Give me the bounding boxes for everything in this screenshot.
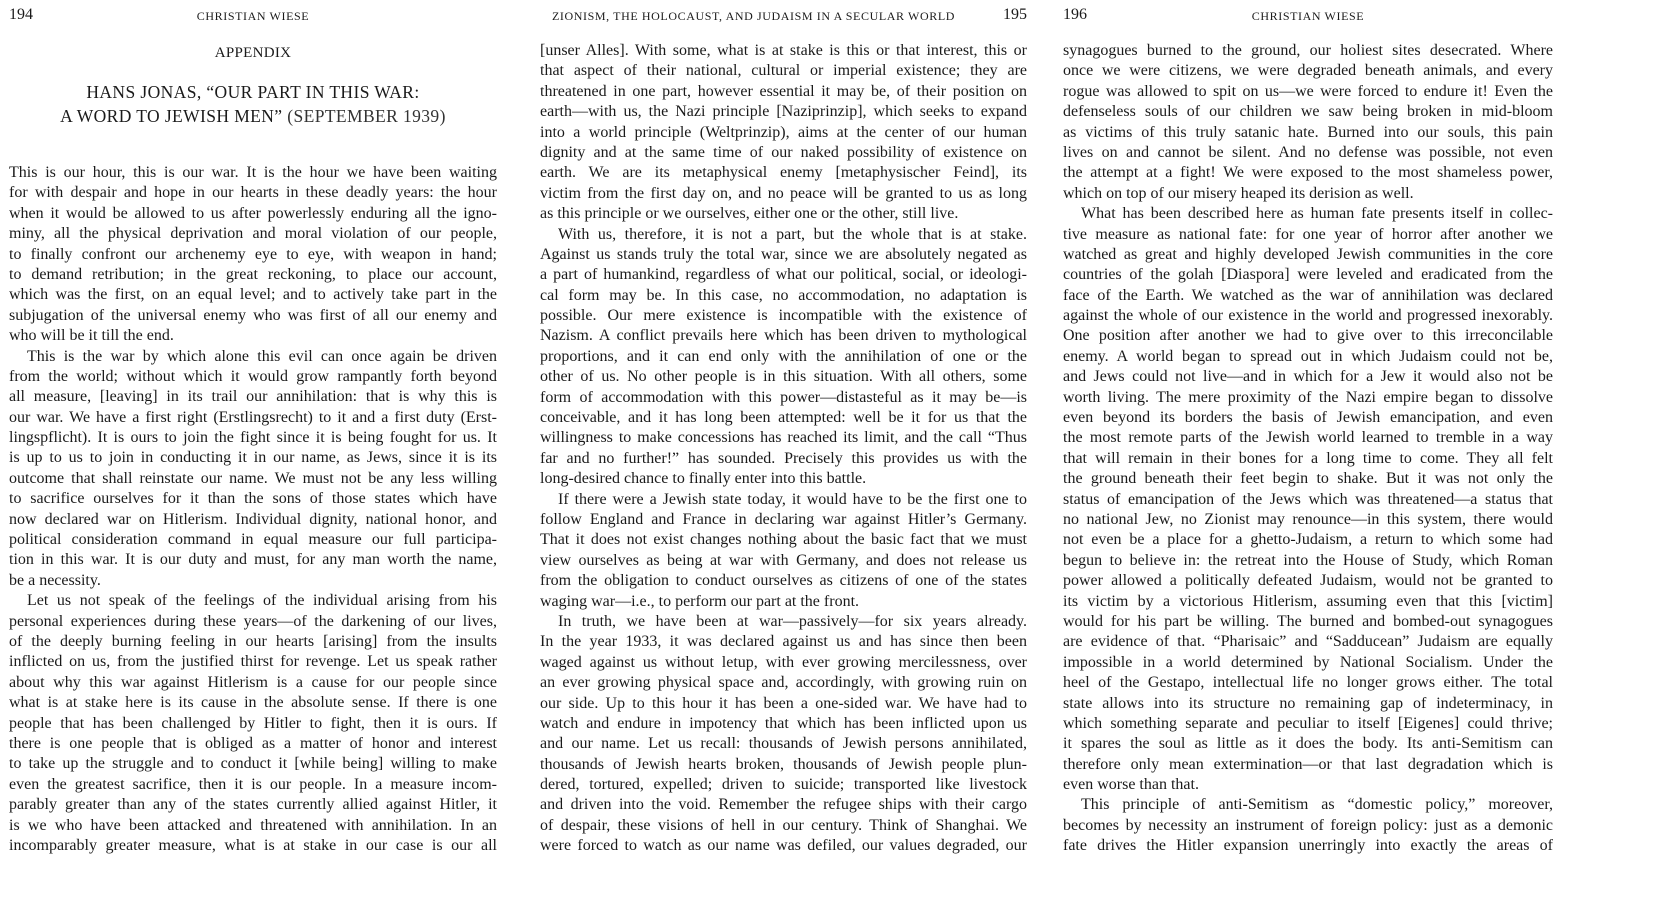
text-line bbox=[1063, 795, 1553, 815]
text-line bbox=[1063, 184, 1553, 204]
text-line bbox=[1063, 673, 1553, 693]
text-line bbox=[540, 795, 1027, 815]
text-line-content: earth—with us, the Nazi principle [Naziprinzip], which seeks to expand bbox=[540, 103, 1027, 121]
text-line bbox=[540, 632, 1027, 652]
text-line-content: its victim by a victorious Hitlerism, assuming even that this [victim] bbox=[1063, 592, 1553, 610]
text-line-content: what is at stake here is its cause in the absolute sense. If there is one bbox=[9, 694, 497, 712]
text-line-content: tion in this war. It is our duty and must, for any man worth the name, bbox=[9, 551, 497, 569]
text-line-content: thousands of Jewish hearts broken, thousands of Jewish people plun- bbox=[540, 755, 1027, 773]
text-line-content: are evidence of that. “Pharisaic” and “Sadducean” Judaism are equally bbox=[1063, 633, 1553, 651]
text-line bbox=[540, 41, 1027, 61]
text-line-content: heel of the Gestapo, intellectual life no longer grows either. The total bbox=[1063, 674, 1553, 692]
text-line-content: Let us not speak of the feelings of the individual arising from his bbox=[27, 592, 497, 610]
text-line-content: view ourselves as being at war with Germany, and does not release us bbox=[540, 551, 1027, 569]
text-line bbox=[540, 225, 1027, 245]
text-line bbox=[1063, 123, 1553, 143]
text-line bbox=[540, 653, 1027, 673]
text-line-content: face of the Earth. We watched as the war of annihilation was declared bbox=[1063, 286, 1553, 304]
text-line-content: That it does not exist changes nothing about the basic fact that we must bbox=[540, 531, 1027, 549]
text-line bbox=[1063, 755, 1553, 775]
text-line bbox=[1063, 61, 1553, 81]
running-head-title: CHRISTIAN WIESE bbox=[1251, 9, 1365, 23]
text-line bbox=[9, 836, 497, 856]
text-line-content: This principle of anti-Semitism as “domestic policy,” moreover, bbox=[1081, 796, 1553, 814]
text-line bbox=[9, 306, 497, 326]
text-line-content: subjugation of the universal enemy who was first of all our enemy and bbox=[9, 306, 497, 324]
text-line-content: worth living. The mere proximity of the Nazi empire began to dissolve bbox=[1063, 388, 1553, 406]
text-line-content: miny, all the physical deprivation and moral violation of our people, bbox=[9, 225, 497, 243]
text-line bbox=[9, 285, 497, 305]
essay-title-date: (SEPTEMBER 1939) bbox=[287, 106, 446, 126]
text-line-content: dered, tortured, expelled; driven to suicide; transported like livestock bbox=[540, 776, 1027, 794]
text-line bbox=[540, 510, 1027, 530]
text-line bbox=[1063, 612, 1553, 632]
text-line bbox=[9, 204, 497, 224]
text-line-content: rogue was allowed to spit on us—we were forced to endure it! Even the bbox=[1063, 82, 1553, 100]
text-line-content: the attempt at a fight! We were exposed to the most shameless power, bbox=[1063, 164, 1553, 182]
text-line bbox=[540, 836, 1027, 856]
text-line-content: [unser Alles]. With some, what is at stake is this or that interest, this or bbox=[540, 42, 1027, 59]
text-line-content: willingness to make concessions has reached its limit, and the call “Thus bbox=[540, 429, 1027, 447]
text-line-content: threatened in one part, however essential it may be, of their position on bbox=[540, 82, 1027, 100]
running-head-title: ZIONISM, THE HOLOCAUST, AND JUDAISM IN A SECULAR WORLD bbox=[551, 9, 956, 23]
text-line bbox=[1063, 245, 1553, 265]
text-line bbox=[540, 755, 1027, 775]
text-line bbox=[9, 591, 497, 611]
text-line bbox=[9, 510, 497, 530]
text-line bbox=[540, 775, 1027, 795]
text-line bbox=[9, 795, 497, 815]
text-line-content: impossible in a world determined by National Socialism. Under the bbox=[1063, 653, 1553, 671]
text-line-content: enemy. A world began to spread out in which Judaism could not be, bbox=[1063, 347, 1553, 365]
text-line-content: as victims of this truly satanic hate. Burned into our souls, this pain bbox=[1063, 123, 1553, 141]
text-line bbox=[540, 734, 1027, 754]
text-line bbox=[1063, 714, 1553, 734]
text-line bbox=[9, 265, 497, 285]
text-line bbox=[9, 754, 497, 774]
text-line-content: now declared war on Hitlerism. Individual dignity, national honor, and bbox=[9, 510, 497, 528]
text-line-content: from the obligation to conduct ourselves as citizens of one of the states bbox=[540, 572, 1027, 590]
text-line bbox=[1063, 775, 1553, 795]
text-line bbox=[9, 469, 497, 489]
text-line-content: and our name. Let us recall: thousands of Jewish persons annihilated, bbox=[540, 735, 1027, 753]
text-line-content: begun to believe in: the retreat into the House of Study, which Roman bbox=[1063, 551, 1553, 569]
text-line bbox=[9, 163, 497, 183]
text-line bbox=[540, 571, 1027, 591]
text-line-content: status of emancipation of the Jews which was threatened—a status that bbox=[1063, 490, 1553, 508]
text-line-content: all measure, [leaving] in its trail our annihilation: that is why this is bbox=[9, 388, 497, 406]
essay-title-main: A WORD TO JEWISH MEN” bbox=[60, 106, 283, 126]
text-line bbox=[1063, 286, 1553, 306]
text-line-content: What has been described here as human fate presents itself in collec- bbox=[1081, 205, 1553, 223]
text-line bbox=[540, 388, 1027, 408]
body-text bbox=[540, 41, 1027, 857]
text-line bbox=[9, 347, 497, 367]
text-line-content: who will be it till the end. bbox=[9, 327, 174, 345]
running-head bbox=[540, 6, 1027, 26]
text-line bbox=[540, 245, 1027, 265]
text-line bbox=[9, 693, 497, 713]
text-line-content: it spares the soul as little as it does the body. Its anti-Semitism can bbox=[1063, 735, 1553, 753]
page-number: 195 bbox=[1003, 6, 1027, 23]
text-line bbox=[9, 367, 497, 387]
text-line bbox=[540, 428, 1027, 448]
text-line-content: once we were citizens, we were degraded beneath animals, and every bbox=[1063, 62, 1553, 80]
essay-title-line-1: HANS JONAS, “OUR PART IN THIS WAR: bbox=[86, 82, 420, 102]
text-line bbox=[9, 224, 497, 244]
text-line-content: which on top of our misery heaped its derision as well. bbox=[1063, 184, 1414, 202]
text-line bbox=[9, 652, 497, 672]
text-line-content: power allowed a politically defeated Judaism, would not be granted to bbox=[1063, 572, 1553, 590]
text-line-content: conceivable, and it has long been attempted: well be it for us that the bbox=[540, 409, 1027, 427]
text-line bbox=[540, 163, 1027, 183]
text-line-content: that will remain in their bones for a long time to come. They all felt bbox=[1063, 449, 1553, 467]
text-line-content: outcome that shall reinstate our name. We must not be any less willing bbox=[9, 469, 497, 487]
text-line bbox=[540, 367, 1027, 387]
text-line bbox=[540, 265, 1027, 285]
text-line-content: is we who have been attacked and threatened with annihilation. In an bbox=[9, 816, 497, 834]
text-line bbox=[9, 245, 497, 265]
text-line-content: which was the first, on an equal level; and to actively take part in the bbox=[9, 286, 497, 304]
text-line-content: of the deeply burning feeling in our hearts [arising] from the insults bbox=[9, 632, 497, 650]
text-line-content: One position after another we had to give over to this irreconcilable bbox=[1063, 327, 1553, 345]
text-line bbox=[1063, 388, 1553, 408]
text-line-content: earth. We are its metaphysical enemy [metaphysischer Feind], its bbox=[540, 164, 1027, 182]
text-line-content: were forced to watch as our name was defiled, our values degraded, our bbox=[540, 837, 1027, 855]
text-line bbox=[9, 408, 497, 428]
text-line-content: Against us stands truly the total war, since we are absolutely negated as bbox=[540, 245, 1027, 263]
text-line-content: This is our hour, this is our war. It is the hour we have been waiting bbox=[9, 164, 497, 181]
text-line bbox=[540, 551, 1027, 571]
text-line bbox=[540, 306, 1027, 326]
text-line-content: a part of humankind, regardless of what our political, social, or ideologi- bbox=[540, 266, 1027, 284]
text-line bbox=[540, 714, 1027, 734]
page-number: 194 bbox=[9, 6, 33, 23]
text-line bbox=[540, 490, 1027, 510]
text-line bbox=[1063, 571, 1553, 591]
text-line bbox=[9, 816, 497, 836]
text-line bbox=[9, 775, 497, 795]
text-line-content: against the whole of our existence in the world and progressed inexorably. bbox=[1063, 307, 1553, 325]
body-text bbox=[9, 163, 497, 856]
text-line bbox=[1063, 449, 1553, 469]
text-line bbox=[1063, 326, 1553, 346]
text-line-content: therefore only mean extermination—or that last degradation which is bbox=[1063, 755, 1553, 773]
text-line-content: the most remote parts of the Jewish world learned to tremble in a way bbox=[1063, 429, 1553, 447]
text-line-content: there is one people that is obliged as a matter of honor and interest bbox=[9, 734, 497, 752]
text-line-content: dignity and at the same time of our naked possibility of existence on bbox=[540, 143, 1027, 161]
text-line bbox=[1063, 653, 1553, 673]
text-line bbox=[9, 571, 497, 591]
text-line-content: to take up the struggle and to conduct it [while being] willing to make bbox=[9, 755, 497, 773]
text-line-content: is up to us to join in conducting it in our name, as Jews, since it is its bbox=[9, 449, 497, 467]
text-line bbox=[540, 816, 1027, 836]
text-line-content: proportions, and it can end only with the annihilation of one or the bbox=[540, 347, 1027, 365]
text-line bbox=[540, 592, 1027, 612]
text-line-content: inflicted on us, from the justified thirst for revenge. Let us speak rather bbox=[9, 653, 497, 671]
text-line-content: our war. We have a first right (Erstlingsrecht) to it and a first duty (Erst- bbox=[9, 408, 497, 426]
text-line-content: our side. Up to this hour it has been a one-sided war. We have had to bbox=[540, 694, 1027, 712]
text-line-content: to demand retribution; in the great reckoning, to place our account, bbox=[9, 265, 497, 283]
text-line-content: defenseless souls of our children we saw being broken in mid-bloom bbox=[1063, 103, 1553, 121]
running-head bbox=[1063, 6, 1553, 26]
text-line bbox=[9, 612, 497, 632]
text-line bbox=[1063, 143, 1553, 163]
text-line-content: of despair, these visions of hell in our century. Think of Shanghai. We bbox=[540, 816, 1027, 834]
text-line bbox=[540, 530, 1027, 550]
text-line bbox=[9, 387, 497, 407]
text-line-content: possible. Our mere existence is incompatible with the existence of bbox=[540, 307, 1027, 325]
text-line bbox=[540, 612, 1027, 632]
text-line bbox=[9, 183, 497, 203]
text-line-content: This is the war by which alone this evil can once again be driven bbox=[27, 347, 497, 365]
text-line bbox=[540, 326, 1027, 346]
text-line bbox=[9, 673, 497, 693]
text-line bbox=[1063, 551, 1553, 571]
text-line-content: and driven into the void. Remember the refugee ships with their cargo bbox=[540, 796, 1027, 814]
text-line bbox=[9, 428, 497, 448]
text-line-content: other of us. No other people is in this situation. With all others, some bbox=[540, 368, 1027, 386]
text-line bbox=[9, 489, 497, 509]
essay-title bbox=[9, 80, 497, 128]
text-line-content: lives on and cannot be silent. And no defense was possible, not even bbox=[1063, 143, 1553, 161]
text-line-content: parably greater than any of the states currently allied against Hitler, it bbox=[9, 796, 497, 814]
text-line bbox=[540, 469, 1027, 489]
text-line-content: as this principle or we ourselves, either one or the other, still live. bbox=[540, 205, 959, 223]
page-number: 196 bbox=[1063, 6, 1087, 23]
text-line-content: to finally confront our archenemy eye to eye, with weapon in hand; bbox=[9, 245, 497, 263]
text-line-content: If there were a Jewish state today, it would have to be the first one to bbox=[558, 490, 1027, 508]
text-line-content: not even be a place for a ghetto-Judaism, a return to which some had bbox=[1063, 531, 1553, 549]
text-line bbox=[540, 82, 1027, 102]
text-line-content: personal experiences during these years—of the darkening of our lives, bbox=[9, 612, 497, 630]
text-line bbox=[9, 326, 497, 346]
text-line-content: which something separate and peculiar to itself [Eigenes] could thrive; bbox=[1063, 714, 1553, 732]
text-line bbox=[1063, 204, 1553, 224]
running-head-title: CHRISTIAN WIESE bbox=[196, 9, 310, 23]
text-line bbox=[1063, 163, 1553, 183]
text-line-content: that aspect of their national, cultural or imperial existence; they are bbox=[540, 62, 1027, 80]
text-line bbox=[1063, 367, 1553, 387]
text-line-content: synagogues burned to the ground, our holiest sites desecrated. Where bbox=[1063, 42, 1553, 59]
text-line bbox=[1063, 225, 1553, 245]
text-line bbox=[1063, 632, 1553, 652]
text-line bbox=[540, 347, 1027, 367]
text-line bbox=[9, 714, 497, 734]
text-line bbox=[1063, 102, 1553, 122]
text-line-content: even worse than that. bbox=[1063, 776, 1199, 794]
text-line-content: tive measure as national fate: for one year of horror after another we bbox=[1063, 225, 1553, 243]
text-line bbox=[9, 530, 497, 550]
text-line-content: from the world; without which it would grow rampantly forth beyond bbox=[9, 367, 497, 385]
text-line bbox=[9, 734, 497, 754]
text-line bbox=[540, 694, 1027, 714]
text-line bbox=[1063, 82, 1553, 102]
text-line bbox=[540, 123, 1027, 143]
text-line bbox=[1063, 408, 1553, 428]
text-line-content: and Jews could not live—and in which for a Jew it would also not be bbox=[1063, 368, 1553, 386]
text-line bbox=[1063, 306, 1553, 326]
text-line bbox=[1063, 265, 1553, 285]
text-line-content: the ground beneath their feet begin to shake. But it was not only the bbox=[1063, 470, 1553, 488]
text-line bbox=[1063, 347, 1553, 367]
appendix-label: APPENDIX bbox=[214, 45, 292, 61]
text-line bbox=[1063, 836, 1553, 856]
text-line-content: countries of the golah [Diaspora] were leveled and eradicated from the bbox=[1063, 266, 1553, 284]
text-line bbox=[540, 102, 1027, 122]
text-line-content: In the year 1933, it was declared against us and has since then been bbox=[540, 633, 1027, 651]
text-line-content: no national Jew, no Zionist may renounce—in this system, there would bbox=[1063, 510, 1553, 528]
text-line bbox=[1063, 694, 1553, 714]
text-line-content: to sacrifice ourselves for it than the sons of those states which have bbox=[9, 490, 497, 508]
text-line-content: watch and endure in impotency that which has been inflicted upon us bbox=[540, 714, 1027, 732]
text-line-content: long-desired chance to finally enter into this battle. bbox=[540, 470, 867, 488]
text-line-content: when it would be allowed to us after powerlessly enduring all the igno- bbox=[9, 204, 497, 222]
text-line bbox=[9, 632, 497, 652]
text-line bbox=[540, 286, 1027, 306]
text-line-content: waging war—i.e., to perform our part at the front. bbox=[540, 592, 860, 610]
text-line-content: In truth, we have been at war—passively—for six years already. bbox=[558, 612, 1027, 630]
text-line bbox=[1063, 816, 1553, 836]
text-line-content: fate drives the Hitler expansion unerringly into exactly the areas of bbox=[1063, 837, 1553, 855]
text-line-content: even beyond its borders the basis of Jewish emancipation, and even bbox=[1063, 409, 1553, 427]
essay-title-line-2 bbox=[9, 104, 497, 128]
text-line bbox=[1063, 428, 1553, 448]
text-line-content: even the greatest sacrifice, then it is our people. In a measure incom- bbox=[9, 775, 497, 793]
text-line-content: Nazism. A conflict prevails here which has been driven to mythological bbox=[540, 327, 1027, 345]
text-line-content: for with despair and hope in our hearts in these deadly years: the hour bbox=[9, 184, 497, 202]
text-line bbox=[1063, 41, 1553, 61]
text-line bbox=[540, 143, 1027, 163]
text-line bbox=[540, 204, 1027, 224]
page-195 bbox=[540, 0, 1027, 922]
text-line-content: people that has been challenged by Hitler to fight, then it is ours. If bbox=[9, 714, 497, 732]
text-line-content: form of accommodation with this power—distasteful as it may be—is bbox=[540, 388, 1027, 406]
text-line bbox=[540, 61, 1027, 81]
text-line-content: follow England and France in declaring war against Hitler’s Germany. bbox=[540, 510, 1027, 528]
text-line-content: be a necessity. bbox=[9, 571, 101, 589]
text-line bbox=[540, 673, 1027, 693]
text-line-content: waged against us without letup, with ever growing mercilessness, over bbox=[540, 653, 1027, 671]
text-line bbox=[540, 449, 1027, 469]
text-line-content: cal form may be. In this case, no accommodation, no adaptation is bbox=[540, 286, 1027, 304]
running-head bbox=[9, 6, 497, 26]
text-line-content: about why this war against Hitlerism is a cause for our people since bbox=[9, 673, 497, 691]
body-text bbox=[1063, 41, 1553, 857]
text-line bbox=[1063, 592, 1553, 612]
text-line bbox=[9, 550, 497, 570]
text-line-content: watched as great and highly developed Jewish communities in the core bbox=[1063, 245, 1553, 263]
text-line bbox=[1063, 734, 1553, 754]
text-line bbox=[1063, 469, 1553, 489]
text-line bbox=[9, 448, 497, 468]
text-line-content: political consideration command in equal measure our full participa- bbox=[9, 531, 497, 549]
text-line-content: state allows into its structure no remaining gap of indeterminacy, in bbox=[1063, 694, 1553, 712]
text-line bbox=[540, 408, 1027, 428]
page-196 bbox=[1063, 0, 1553, 922]
text-line-content: lingspflicht). It is ours to join the fight since it is being fought for us. It bbox=[9, 429, 497, 447]
text-line-content: far and no further!” has sounded. Precisely this provides us with the bbox=[540, 449, 1027, 467]
text-line bbox=[1063, 530, 1553, 550]
page-194 bbox=[9, 0, 497, 922]
text-line-content: victim from the first day on, and no peace will be granted to us as long bbox=[540, 184, 1027, 202]
text-line-content: incomparably greater measure, what is at stake in our case is our all bbox=[9, 836, 497, 854]
text-line-content: becomes by necessity an instrument of foreign policy: just as a demonic bbox=[1063, 816, 1553, 834]
text-line bbox=[1063, 510, 1553, 530]
text-line bbox=[1063, 490, 1553, 510]
text-line-content: into a world principle (Weltprinzip), aims at the center of our human bbox=[540, 123, 1027, 141]
text-line bbox=[540, 184, 1027, 204]
text-line-content: would for his part be willing. The burned and bombed-out synagogues bbox=[1063, 612, 1553, 630]
text-line-content: With us, therefore, it is not a part, but the whole that is at stake. bbox=[558, 225, 1027, 243]
text-line-content: an ever growing physical space and, accordingly, with growing ruin on bbox=[540, 674, 1027, 692]
